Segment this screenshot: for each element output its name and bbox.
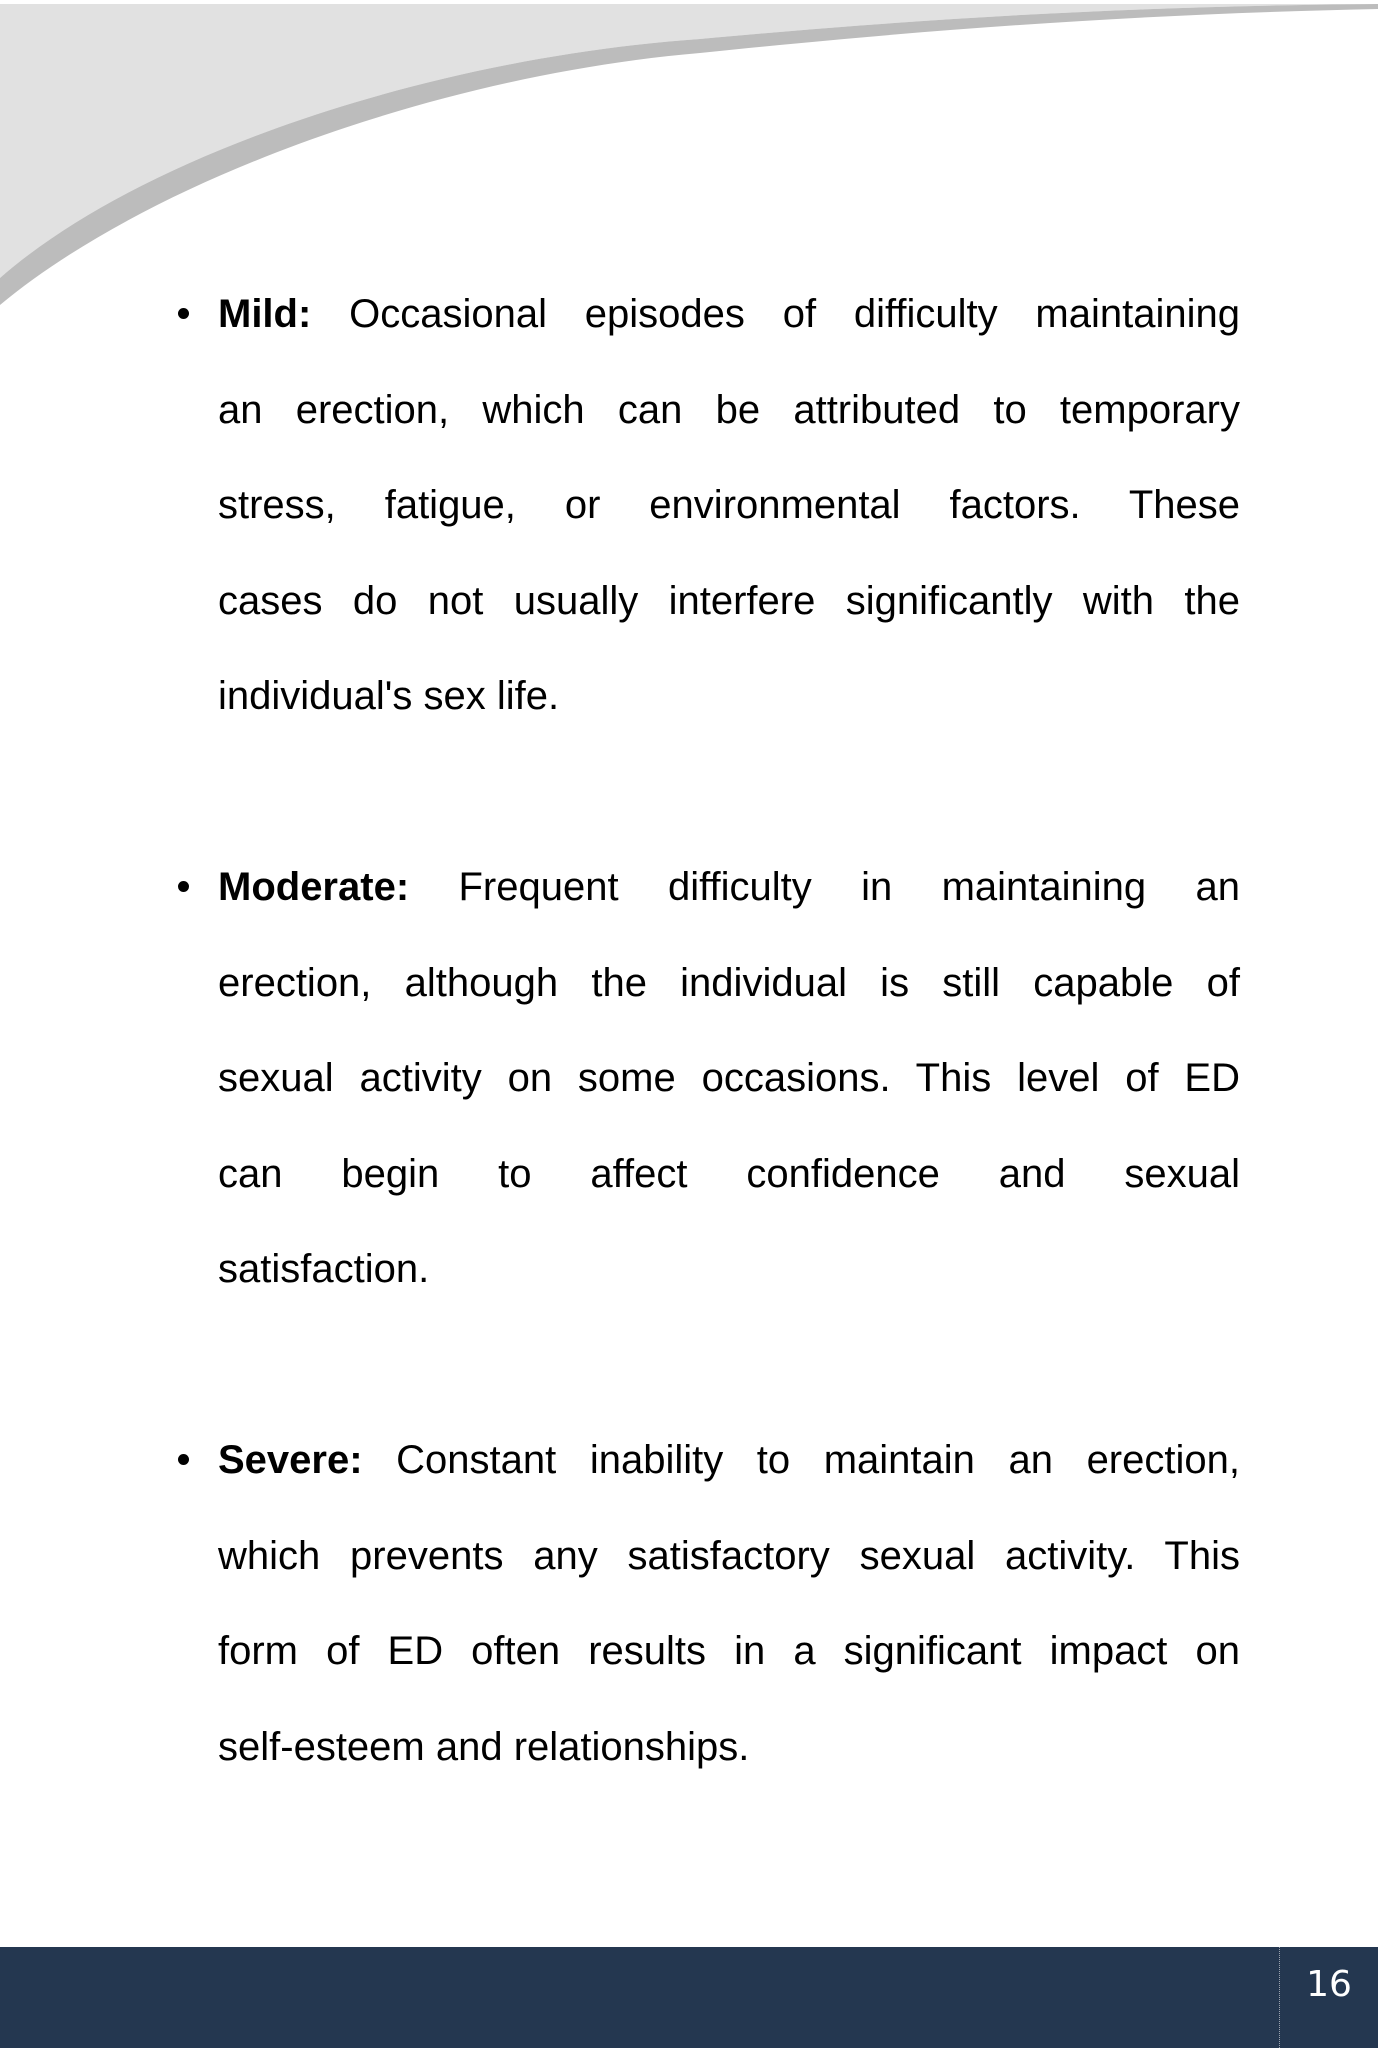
- bullet-icon: [178, 308, 189, 319]
- bullet-line: [218, 267, 1240, 363]
- bullet-line: cases do not usually interfere significantly with the: [218, 578, 1240, 623]
- bullet-line: satisfaction.: [218, 1247, 430, 1291]
- bullet-icon: [178, 881, 189, 892]
- bullet-item-mild: [218, 267, 1240, 745]
- bullet-line: sexual activity on some occasions. This level of ED: [218, 1056, 1240, 1100]
- bullet-text: Constant inability to maintain an erection,: [396, 1438, 1240, 1482]
- bullet-text: Occasional episodes of difficulty maintaining: [349, 292, 1241, 336]
- bullet-item-severe: [218, 1413, 1240, 1795]
- bullet-line: form of ED often results in a significant impact on: [218, 1629, 1240, 1673]
- bullet-item-moderate: [218, 840, 1240, 1318]
- page-number-cell: [1279, 1947, 1378, 2048]
- bullet-line: self-esteem and relationships.: [218, 1724, 750, 1769]
- bullet-list: [218, 267, 1240, 1891]
- bullet-label: Severe:: [218, 1438, 363, 1482]
- footer-bar: [0, 1947, 1378, 2048]
- bullet-line: stress, fatigue, or environmental factors. These: [218, 483, 1240, 527]
- bullet-line: an erection, which can be attributed to temporary: [218, 387, 1240, 432]
- bullet-label: Moderate:: [218, 865, 410, 909]
- bullet-line: [218, 840, 1240, 936]
- bullet-line: [218, 1413, 1240, 1509]
- bullet-line: which prevents any satisfactory sexual activity. This: [218, 1533, 1240, 1578]
- bullet-line: individual's sex life.: [218, 674, 560, 718]
- bullet-text: Frequent difficulty in maintaining an: [458, 865, 1240, 909]
- bullet-label: Mild:: [218, 292, 312, 336]
- bullet-icon: [178, 1454, 189, 1465]
- bullet-line: can begin to affect confidence and sexual: [218, 1151, 1240, 1196]
- bullet-line: erection, although the individual is still capable of: [218, 960, 1240, 1005]
- page-number: 16: [1306, 1964, 1352, 2005]
